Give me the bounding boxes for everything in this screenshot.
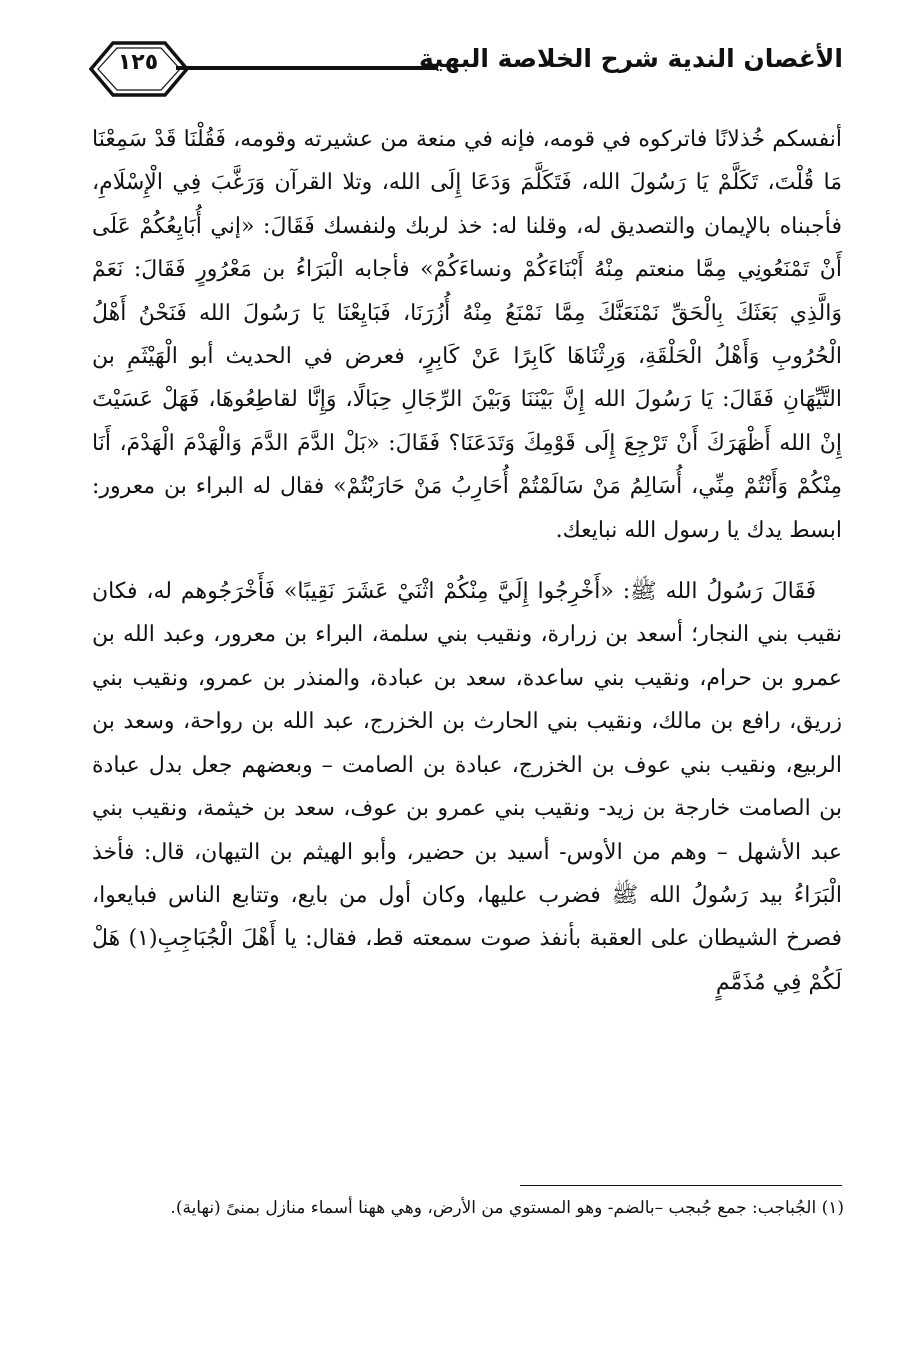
page-header: [88, 40, 843, 110]
footnotes: [92, 1191, 844, 1226]
main-text: [92, 118, 842, 1004]
running-title: الأغصان الندية شرح الخلاصة البهية: [418, 44, 843, 73]
paragraph: أنفسكم خُذلانًا فاتركوه في قومه، فإنه في منعة من عشيرته وقومه، فَقُلْنَا قَدْ سَمِعْنَا مَا قُلْتَ، تَكَلَّمْ يَا رَسُولَ الله، فَتَكَلَّمَ وَدَعَا إِلَى الله، وتلا القرآن وَرَغَّبَ فِي الْإِسْلَامِ، فأجبناه بالإيمان والتصديق له، وقلنا له: خذ لربك ولنفسك فَقَالَ: «إني أُبَايِعُكُمْ عَلَى أَنْ تَمْنَعُونِي مِمَّا منعتم مِنْهُ أَبْنَاءَكُمْ ونساءَكُمْ» فأجابه الْبَرَاءُ بن مَعْرُورٍ فَقَالَ: نَعَمْ وَالَّذِي بَعَثَكَ بِالْحَقِّ نَمْنَعَنَّكَ مِمَّا نَمْنَعُ مِنْهُ أُزُرَنَا، فَبَايِعْنَا يَا رَسُولَ الله فَنَحْنُ أَهْلُ الْحُرُوبِ وَأَهْلُ الْحَلْقَةِ، وَرِثْنَاهَا كَابِرًا عَنْ كَابِرٍ، فعرض في الحديث أبو الْهَيْثَمِ بن التَّيِّهَانِ فَقَالَ: يَا رَسُولَ الله إِنَّ بَيْنَنَا وَبَيْنَ الرِّجَالِ حِبَالًا، وَإِنَّا لقاطِعُوهَا، فَهَلْ عَسَيْتَ إِنْ الله أَظْهَرَكَ أَنْ تَرْجِعَ إِلَى قَوْمِكَ وَتَدَعَنَا؟ فَقَالَ: «بَلْ الدَّمَ الدَّمَ وَالْهَدْمَ الْهَدْمَ، أَنَا مِنْكُمْ وَأَنْتُمْ مِنِّي، أُسَالِمُ مَنْ سَالَمْتُمْ أُحَارِبُ مَنْ حَارَبْتُمْ» فقال له البراء بن معرور: ابسط يدك يا رسول الله نبايعك.: [92, 127, 842, 543]
page-number-badge: [88, 40, 188, 98]
header-rule: [176, 66, 438, 70]
footnote: (١) الجُباجب: جمع جُبجب –بالضم- وهو المستوي من الأرض، وهي ههنا أسماء منازل بمنىً (نهاية).: [170, 1198, 844, 1218]
paragraph: فَقَالَ رَسُولُ الله ﷺ: «أَخْرِجُوا إِلَيَّ مِنْكُمْ اثْنَيْ عَشَرَ نَقِيبًا» فَأَخْرَجُوهم له، فكان نقيب بني النجار؛ أسعد بن زرارة، ونقيب بني سلمة، البراء بن معرور، وعبد الله بن عمرو بن حرام، ونقيب بني ساعدة، سعد بن عبادة، والمنذر بن عمرو، ونقيب بني زريق، رافع بن مالك، ونقيب بني الحارث بن الخزرج، عبد الله بن رواحة، وسعد بن الربيع، ونقيب بني عوف بن الخزرج، عبادة بن الصامت – وبعضهم جعل بدل عبادة بن الصامت خارجة بن زيد- ونقيب بني عمرو بن عوف، سعد بن خيثمة، ونقيب بني عبد الأشهل – وهم من الأوس- أسيد بن حضير، وأبو الهيثم بن التيهان، قال: فأخذ الْبَرَاءُ بيد رَسُولُ الله ﷺ فضرب عليها، وكان أول من بايع، وتتابع الناس فبايعوا، فصرخ الشيطان على العقبة بأنفذ صوت سمعته قط، فقال: يا أَهْلَ الْجُبَاجِبِ(١) هَلْ لَكُمْ فِي مُذَمَّمٍ: [92, 579, 842, 995]
footnote-separator: [520, 1185, 842, 1186]
page-number: ١٢٥: [117, 50, 159, 75]
